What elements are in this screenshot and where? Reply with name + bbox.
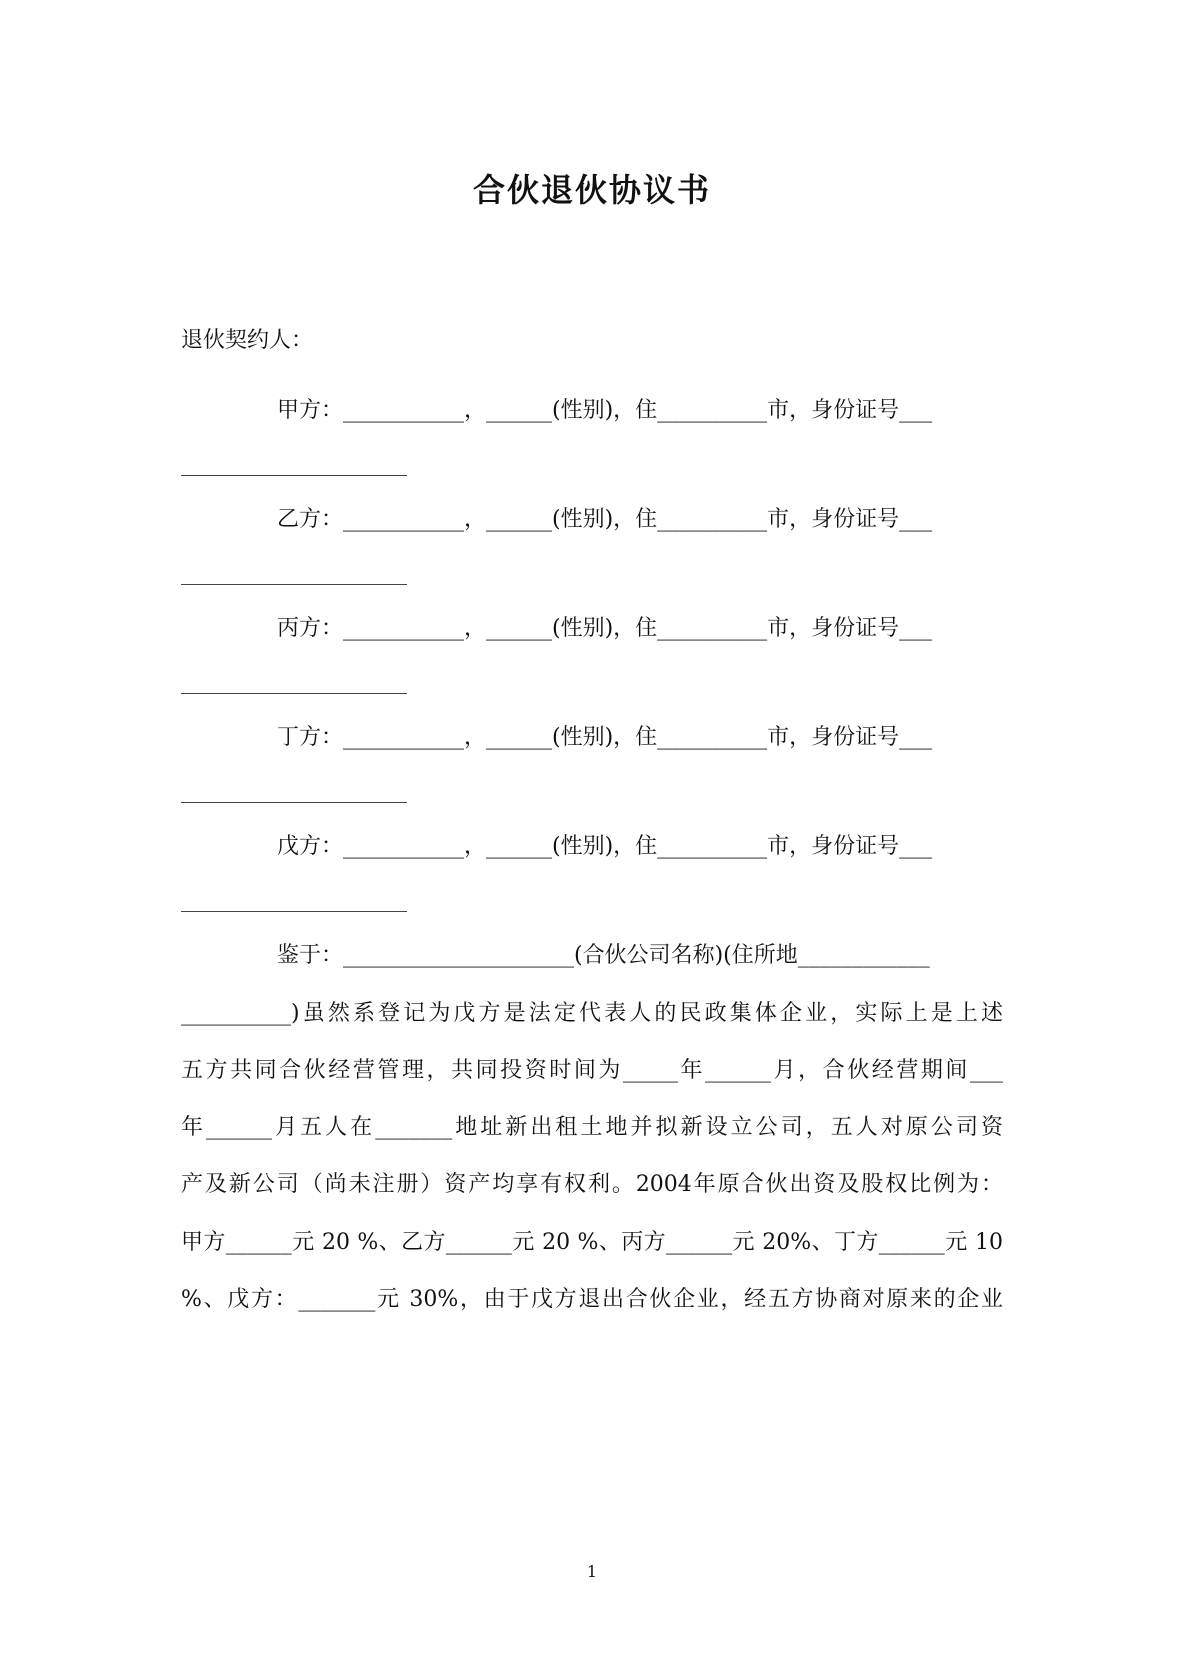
- page-number: 1: [586, 1562, 598, 1581]
- parties-label: 退伙契约人：: [181, 328, 314, 353]
- document-title: 合伙退伙协议书: [472, 171, 711, 209]
- id-number-blank: [181, 584, 407, 585]
- body-line: 产及新公司（尚未注册）资产均享有权利。2004年原合伙出资及股权比例为：: [181, 1172, 1003, 1197]
- party-line-jia: 甲方：___________，______(性别)，住__________市，身份证号___: [277, 398, 933, 423]
- id-number-blank: [181, 693, 407, 694]
- party-line-wu: 戊方：___________，______(性别)，住__________市，身份证号___: [277, 834, 933, 859]
- body-line: 五方共同合伙经营管理，共同投资时间为_____年______月，合伙经营期间___: [181, 1058, 1003, 1083]
- body-line: 年______月五人在_______地址新出租土地并拟新设立公司，五人对原公司资: [181, 1115, 1003, 1140]
- body-line: %、戊方：_______元 30%，由于戊方退出合伙企业，经五方协商对原来的企业: [181, 1287, 1003, 1312]
- body-line: __________)虽然系登记为戊方是法定代表人的民政集体企业，实际上是上述: [181, 1001, 1003, 1026]
- party-line-yi: 乙方：___________，______(性别)，住__________市，身份证号___: [277, 507, 933, 532]
- id-number-blank: [181, 475, 407, 476]
- body-line: 甲方______元 20 %、乙方______元 20 %、丙方______元 20%、丁方______元 10: [181, 1230, 1003, 1255]
- id-number-blank: [181, 802, 407, 803]
- id-number-blank: [181, 911, 407, 912]
- party-line-ding: 丁方：___________，______(性别)，住__________市，身份证号___: [277, 725, 933, 750]
- body-line: 鉴于：_____________________(合伙公司名称)(住所地____________: [277, 943, 930, 968]
- party-line-bing: 丙方：___________，______(性别)，住__________市，身份证号___: [277, 616, 933, 641]
